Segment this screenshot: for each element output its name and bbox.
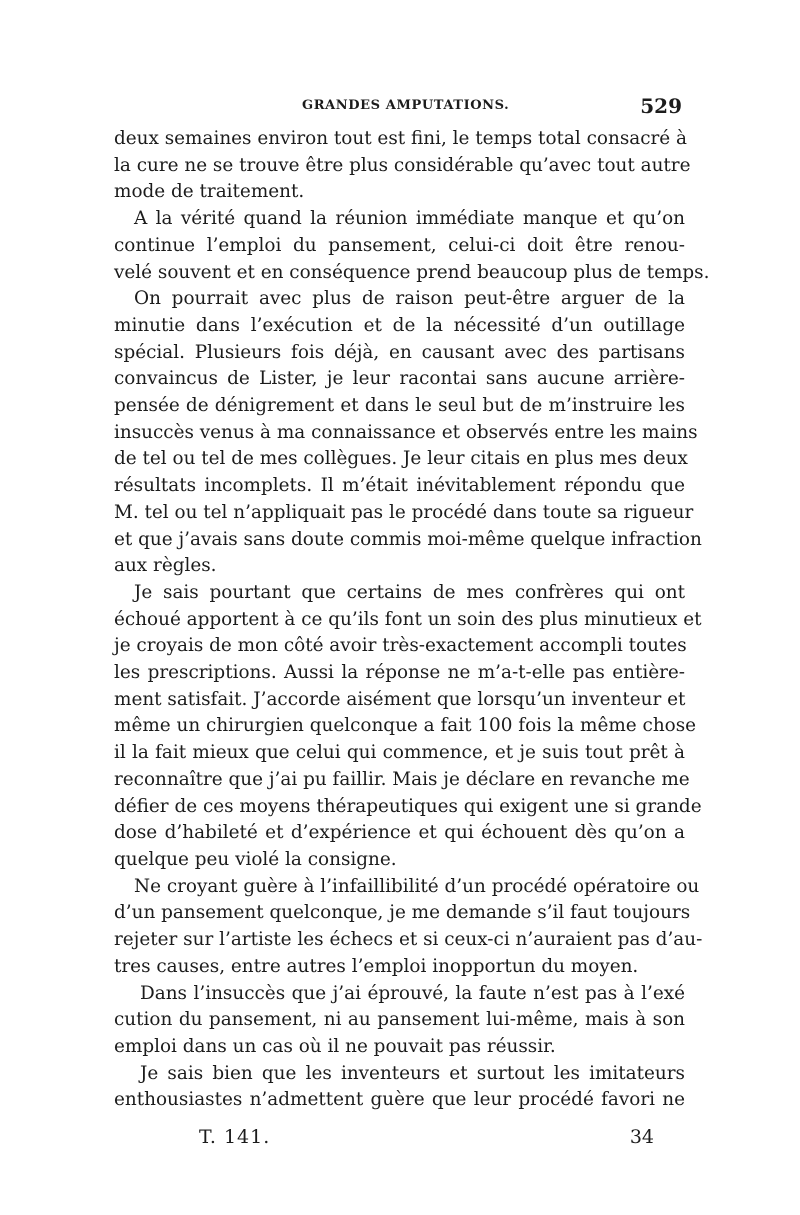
text-line: il la fait mieux que celui qui commence, et je suis tout prêt à <box>114 742 685 764</box>
text-line: d’un pansement quelconque, je me demande s’il faut toujours <box>114 902 691 924</box>
text-line: échoué apportent à ce qu’ils font un soin des plus minutieux et <box>114 608 702 630</box>
running-title: GRANDES AMPUTATIONS. <box>302 98 510 113</box>
text-line: insuccès venus à ma connaissance et observés entre les mains <box>114 421 698 443</box>
page-footer <box>114 1126 654 1152</box>
paragraph <box>114 874 703 981</box>
text-line: dose d’habileté et d’expérience et qui échouent dès qu’on a <box>114 822 685 844</box>
text-line: je croyais de mon côté avoir très-exactement accompli toutes <box>114 635 687 657</box>
text-line: défier de ces moyens thérapeutiques qui exigent une si grande <box>114 795 702 817</box>
paragraph <box>114 1061 685 1114</box>
text-line: même un chirurgien quelconque a fait 100 fois la même chose <box>114 715 697 737</box>
text-line: les prescriptions. Aussi la réponse ne m’a-t-elle pas entière- <box>114 662 685 684</box>
text-line: enthousiastes n’admettent guère que leur procédé favori ne <box>114 1089 685 1111</box>
paragraph <box>114 286 702 580</box>
sheet-number: 34 <box>629 1126 654 1148</box>
text-line: la cure ne se trouve être plus considérable qu’avec tout autre <box>114 154 691 176</box>
text-line: rejeter sur l’artiste les échecs et si ceux-ci n’auraient pas d’au- <box>114 929 703 951</box>
text-line: mode de traitement. <box>114 181 305 203</box>
text-line: aux règles. <box>114 555 217 577</box>
text-line: minutie dans l’exécution et de la nécessité d’un outillage <box>114 314 685 336</box>
text-line: tres causes, entre autres l’emploi inopportun du moyen. <box>114 955 639 977</box>
text-line: Ne croyant guère à l’infaillibilité d’un procédé opératoire ou <box>134 875 700 897</box>
text-line: spécial. Plusieurs fois déjà, en causant avec des partisans <box>114 341 685 363</box>
text-line: résultats incomplets. Il m’était inévitablement répondu que <box>114 475 685 497</box>
text-line: quelque peu violé la consigne. <box>114 848 397 870</box>
text-line: velé souvent et en conséquence prend beaucoup plus de temps. <box>114 261 710 283</box>
text-line: Je sais pourtant que certains de mes confrères qui ont <box>134 581 685 603</box>
paragraph <box>114 981 685 1061</box>
text-line: On pourrait avec plus de raison peut-être arguer de la <box>134 288 685 310</box>
text-line: deux semaines environ tout est fini, le temps total consacré à <box>114 128 688 149</box>
paragraph <box>114 580 702 874</box>
running-header <box>112 96 682 122</box>
body-text <box>114 126 710 1114</box>
text-line: reconnaître que j’ai pu faillir. Mais je déclare en revanche me <box>114 768 690 790</box>
text-line: M. tel ou tel n’appliquait pas le procédé dans toute sa rigueur <box>114 501 694 523</box>
paragraph <box>114 126 691 206</box>
text-line: de tel ou tel de mes collègues. Je leur citais en plus mes deux <box>114 448 688 470</box>
text-line: ment satisfait. J’accorde aisément que lorsqu’un inventeur et <box>114 688 686 710</box>
text-line: Je sais bien que les inventeurs et surtout les imitateurs <box>140 1062 685 1084</box>
text-line: emploi dans un cas où il ne pouvait pas réussir. <box>114 1035 556 1057</box>
text-line: cution du pansement, ni au pansement lui-même, mais à son <box>114 1009 685 1031</box>
text-line: pensée de dénigrement et dans le seul but de m’instruire les <box>114 395 685 417</box>
text-line: A la vérité quand la réunion immédiate manque et qu’on <box>134 208 685 230</box>
paragraph <box>114 206 710 286</box>
text-line: Dans l’insuccès que j’ai éprouvé, la faute n’est pas à l’exé <box>140 982 685 1004</box>
text-line: et que j’avais sans doute commis moi-même quelque infraction <box>114 528 702 550</box>
page-number: 529 <box>640 94 682 118</box>
text-line: convaincus de Lister, je leur racontai sans aucune arrière- <box>114 368 685 390</box>
text-line: continue l’emploi du pansement, celui-ci doit être renou- <box>114 234 685 256</box>
signature-mark: T. 141. <box>199 1126 271 1148</box>
